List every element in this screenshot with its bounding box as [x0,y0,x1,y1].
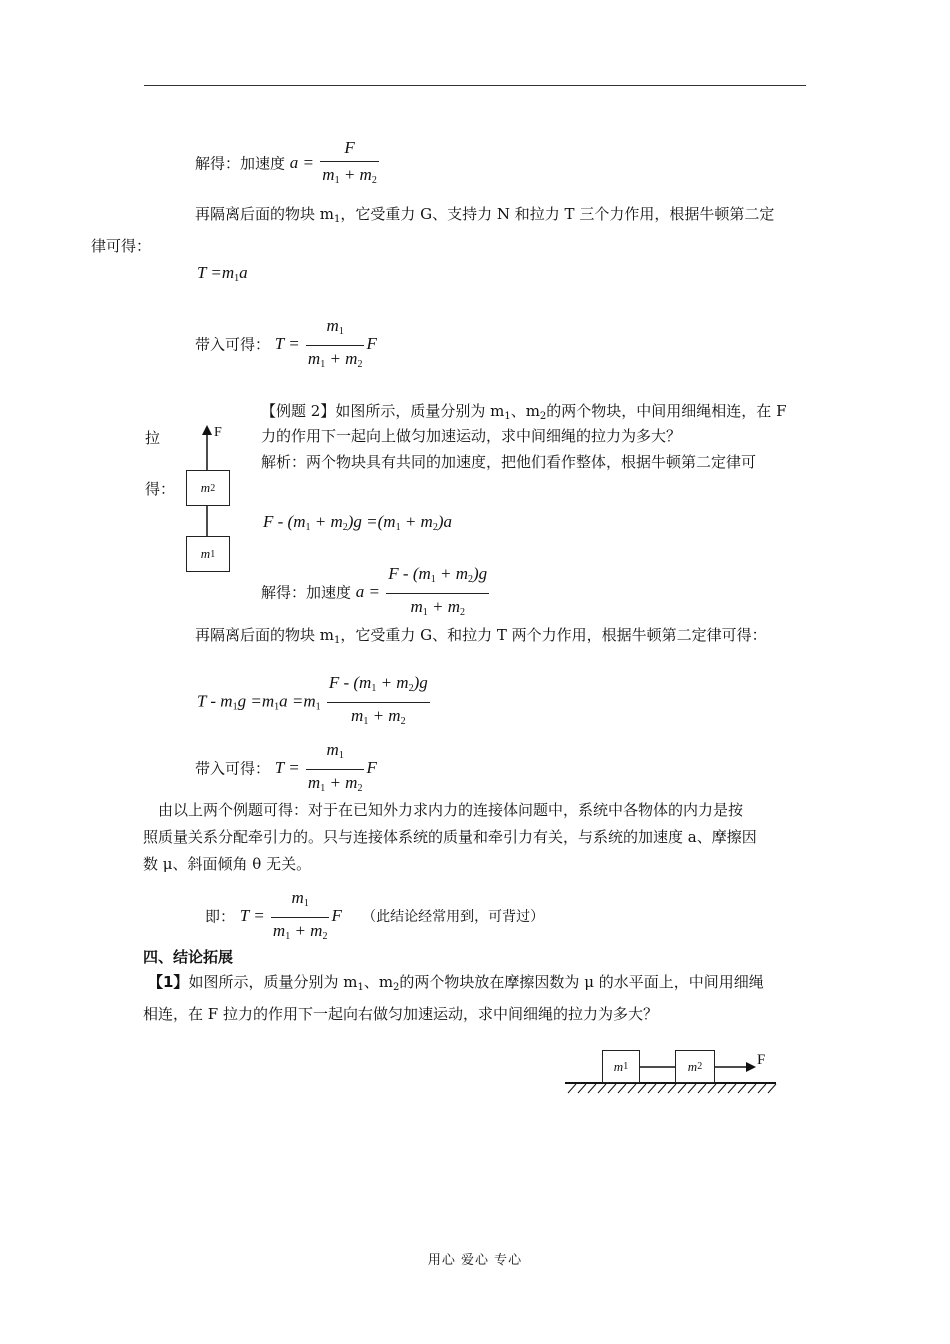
rightward-force-arrowhead [746,1062,756,1072]
conclusion-formula-line: 即： T = $\frac{m_1}{m_1 + m_2}$ F （此结论经常用到，可背过） [205,888,545,942]
header-rule [144,85,806,86]
conclusion-paragraph: 由以上两个例题可得：对于在已知外力求内力的连接体问题中，系统中各物体的内力是按 照质量关系分配牵引力的。只与连接体系统的质量和牵引力有关，与系统的加速度 a、摩擦因 数 μ、斜面倾角 θ 无关。 [143,801,757,873]
block-m2-horizontal: m 2 [675,1050,715,1083]
formula-T-equals-m1-a: $T =m_1a$ [197,263,248,284]
force-label-F-horizontal: F [757,1052,766,1068]
formula-a-example2: a = $\frac{F - (m_1 + m_2)g}{m_1 + m_2}$ [355,564,488,618]
formula-T-result-2: T = $\frac{m_1}{m_1 + m_2}$ F [274,740,377,794]
formula-T-result-1: T = $\frac{m_1}{m_1 + m_2}$ F [274,316,377,370]
formula-a-equals-F-over-m1-m2: a = $\frac{F}{m_1 + m_2}$ [289,138,377,186]
formula-T-minus-m1g: $T - m_1g =m_1a =m_1$ $\frac{F - (m_1 + m_2)g}{m_1 + m_2}$ [197,673,428,727]
formula-T-conclusion: T = $\frac{m_1}{m_1 + m_2}$ F [239,888,347,942]
substitute-line-1: 带入可得： T = $\frac{m_1}{m_1 + m_2}$ F [195,316,377,370]
block-m1: m 1 [186,536,230,572]
block-m2: m 2 [186,470,230,506]
conclusion-note: （此结论经常用到，可背过） [362,909,545,926]
ground-hatching [568,1084,776,1093]
solve-acceleration-line-1: 解得：加速度 a = $\frac{F}{m_1 + m_2}$ [195,137,381,192]
example2-left-char-1: 拉 [145,429,161,447]
substitute-line-2: 带入可得： T = $\frac{m_1}{m_1 + m_2}$ F [195,740,377,794]
example2-line3: 解析：两个物块具有共同的加速度，把他们看作整体，根据牛顿第二定律可 [261,453,757,471]
formula-newton-whole-system: $F - (m_1 + m_2)g =(m_1 + m_2)a$ [263,512,452,533]
solve-acceleration-line-2: 解得：加速度 a = $\frac{F - (m_1 + m_2)g}{m_1 + m_2}$ [261,563,491,624]
question1-paragraph: 【1】如图所示，质量分别为 $m_1$、$m_2$的两个物块放在摩擦因数为 μ 的水平面上，中间用细绳 相连，在 F 拉力的作用下一起向右做匀加速运动，求中间细绳的拉力为多大？ [143,973,764,1023]
isolate-paragraph-1: 再隔离后面的物块 $m_1$，它受重力 G、支持力 N 和拉力 T 三个力作用，根据牛顿第二定 律可得： [91,205,775,255]
upward-force-arrowhead [202,425,212,435]
example2-line1: 【例题 2】如图所示，质量分别为 $m_1$、$m_2$的两个物块，中间用细绳相连，在 F [261,402,787,422]
example2-left-char-2: 得： [145,480,176,498]
page-footer: 用心 爱心 专心 [427,1253,523,1268]
example2-line2: 力的作用下一起向上做匀加速运动，求中间细绳的拉力为多大？ [261,427,682,445]
block-m1-horizontal: m 1 [602,1050,640,1083]
force-label-F: F [214,425,222,440]
isolate-paragraph-2: 再隔离后面的物块 $m_1$，它受重力 G、和拉力 T 两个力作用，根据牛顿第二定律可得： [195,626,767,646]
section4-heading: 四、结论拓展 [143,948,234,966]
